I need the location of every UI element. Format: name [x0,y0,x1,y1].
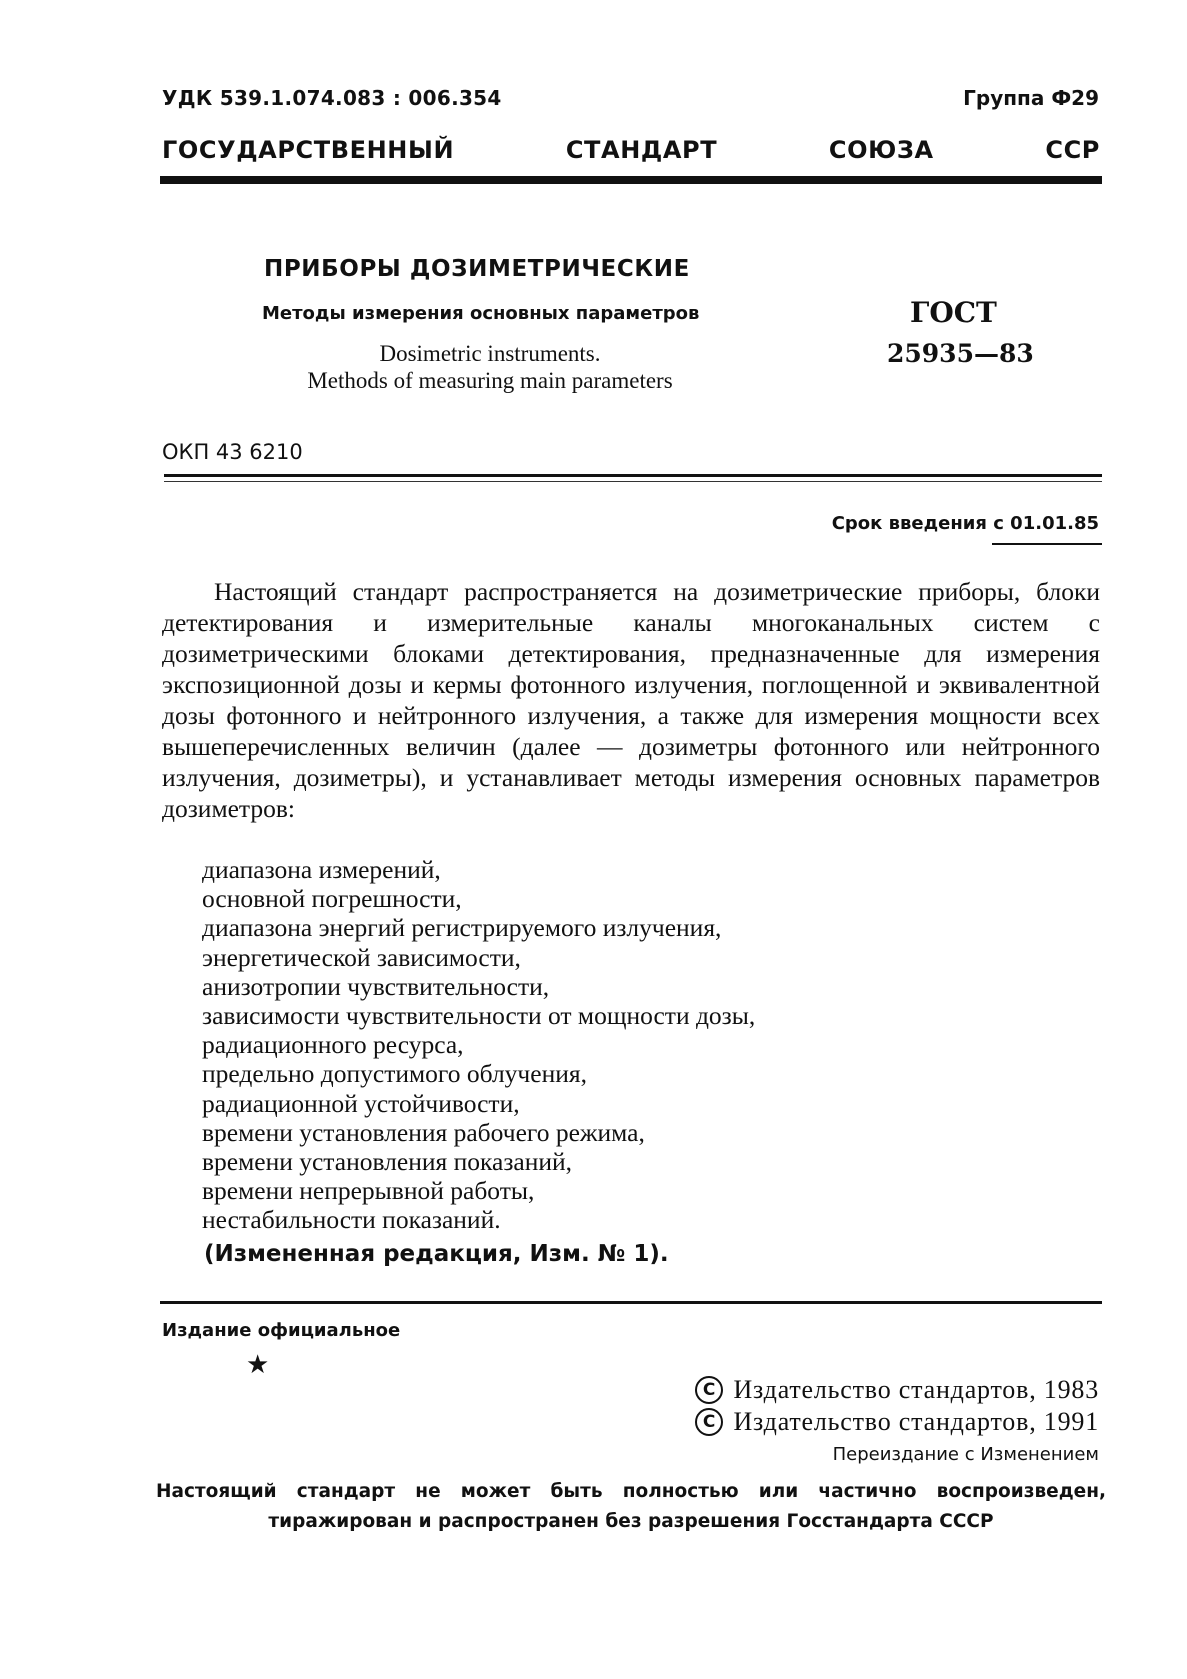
star-icon: ★ [246,1350,270,1380]
list-item: времени установления показаний, [202,1147,573,1177]
copyright-icon: C [695,1408,723,1436]
list-item: диапазона измерений, [202,855,441,884]
list-item: нестабильности показаний. [202,1205,501,1235]
title-divider-thin [164,481,1102,482]
gost-number: 25935—83 [887,339,1034,368]
header-divider [160,176,1102,184]
list-item: радиационного ресурса, [202,1030,464,1060]
gost-label: ГОСТ [910,296,997,329]
copyright-1983 [695,1375,1099,1405]
okp-code: ОКП 43 6210 [162,440,303,464]
effective-date-underline [992,543,1102,545]
udk-code: УДК 539.1.074.083 : 006.354 [162,86,502,110]
copyright-icon: C [695,1376,723,1404]
list-item: радиационной устойчивости, [202,1088,520,1118]
list-item: времени непрерывной работы, [202,1176,535,1206]
copyright-1983-text: Издательство стандартов, 1983 [733,1375,1099,1404]
parameter-list [202,855,755,1235]
list-item: зависимости чувствительности от мощности дозы, [202,1001,756,1031]
copyright-1991-text: Издательство стандартов, 1991 [733,1407,1099,1436]
list-item: времени установления рабочего режима, [202,1117,645,1147]
reprint-note: Переиздание с Изменением [832,1444,1099,1465]
footer-divider [160,1301,1102,1304]
list-item: предельно допустимого облучения, [202,1059,587,1089]
title-divider [164,474,1102,477]
state-standard-heading: ГОСУДАРСТВЕННЫЙ СТАНДАРТ СОЮЗА ССР [162,136,1100,164]
notice-line-2: тиражирован и распространен без разрешения Госстандарта СССР [268,1511,994,1532]
copyright-1991 [695,1407,1099,1437]
intro-paragraph: Настоящий стандарт распространяется на дозиметрические приборы, блоки детектирования и измерительные каналы многоканальных систем с дозиметрическими блоками детектирования, предназначенные для измерения экспозиционной дозы и кермы фотонного излучения, поглощенной и эквивалентной дозы фотонного и нейтронного излучения, а также для измерения мощности всех вышеперечисленных величин (далее — дозиметры фотонного или нейтронного излучения, дозиметры), и устанавливает методы измерения основных параметров дозиметров: [162,577,1100,823]
list-item: энергетической зависимости, [202,942,521,972]
document-title: ПРИБОРЫ ДОЗИМЕТРИЧЕСКИЕ [264,256,690,282]
effective-date: Срок введения с 01.01.85 [831,513,1099,534]
amendment-note: (Измененная редакция, Изм. № 1). [204,1241,669,1267]
english-title-line-2: Methods of measuring main parameters [307,368,673,393]
list-item: основной погрешности, [202,884,462,914]
list-item: диапазона энергий регистрируемого излучения, [202,913,722,943]
official-edition-label: Издание официальное [162,1320,401,1341]
group-code: Группа Ф29 [963,86,1099,110]
english-title [255,340,725,394]
notice-line-1: Настоящий стандарт не может быть полностью или частично воспроизведен, [156,1481,1106,1502]
document-subtitle: Методы измерения основных параметров [262,303,700,324]
english-title-line-1: Dosimetric instruments. [379,341,601,366]
reproduction-notice [156,1477,1106,1537]
list-item: анизотропии чувствительности, [202,971,550,1001]
